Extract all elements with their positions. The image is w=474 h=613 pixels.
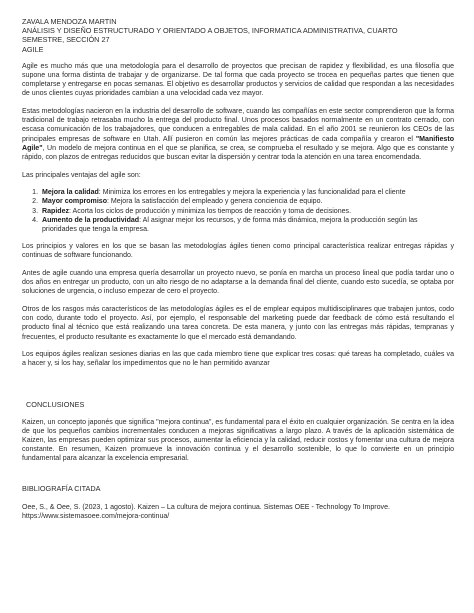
intro-paragraph: Agile es mucho más que una metodología para el desarrollo de proyectos que precisan de rapidez y flexibilidad, es una filosofía que supone una forma distinta de trabajar y de organizarse. De tal forma que cada proyecto se trocea en pequeñas partes que tienen que completarse y entregarse en pocas semanas. El objetivo es desarrollar productos y servicios de calidad que respondan a las necesidades de unos clientes cuyas prioridades cambian a una velocidad cada vez mayor.	[22, 62, 454, 98]
before-agile-paragraph: Antes de agile cuando una empresa quería desarrollar un proyecto nuevo, se ponía en marcha un proceso lineal que podía tardar uno o dos años en entregar un producto, con un alto riesgo de no adaptarse a la demanda final del cliente, cuando esto sucedía, se optaba por soluciones de urgencia, o incluso empezar de cero el proyecto.	[22, 270, 454, 296]
author-name: ZAVALA MENDOZA MARTIN	[22, 17, 117, 26]
advantages-intro: Las principales ventajas del agile son:	[22, 171, 141, 179]
daily-sessions-paragraph: Los equipos ágiles realizan sesiones diarias en las que cada miembro tiene que explicar tres cosas: qué tareas ha completado, cuáles va a hacer y, si los hay, señalar los impedimentos que no le han permitido avanzar	[22, 351, 454, 368]
list-item	[40, 197, 454, 206]
history-paragraph	[22, 107, 454, 162]
advantage-title: Rapidez	[42, 207, 70, 215]
advantage-text: : Al asignar mejor los recursos, y de forma más dinámica, mejora la producción según las prioridades que tenga la empresa.	[42, 216, 418, 233]
course-info: ANÁLISIS Y DISEÑO ESTRUCTURADO Y ORIENTADO A OBJETOS, INFORMATICA ADMINISTRATIVA, CUARTO	[22, 26, 398, 36]
advantage-title: Mayor compromiso	[42, 198, 108, 206]
document-title: AGILE	[22, 44, 44, 54]
list-item	[40, 207, 454, 216]
reference-citation: Oee, S., & Oee, S. (2023, 1 agosto). Kaizen – La cultura de mejora continua. Sistemas OEE - Technology To Improve.	[22, 503, 390, 511]
advantages-list	[22, 188, 454, 234]
document-header	[22, 17, 454, 54]
history-text-b: , Un modelo de mejora continua en el que se planifica, se crea, se comprueba el resultado y se mejora. Algo que es constante y rápido, con plazos de entregas reducidos que buscan evitar la dispersión y centrar toda la atención en una tarea encomendada.	[22, 144, 454, 161]
semester-section: SEMESTRE, SECCIÓN 27	[22, 35, 110, 45]
advantage-text: : Mejora la satisfacción del empleado y genera conciencia de equipo.	[107, 198, 323, 206]
advantage-title: Mejora la calidad	[42, 189, 99, 197]
conclusiones-paragraph: Kaizen, un concepto japonés que significa "mejora continua", es fundamental para el éxito en cualquier organización. Se centra en la idea de que los pequeños cambios incrementales conducen a mejoras significativas a largo plazo. A través de la aplicación sistemática de Kaizen, las empresas pueden optimizar sus procesos, aumentar la eficiencia y la calidad, reducir costos y fomentar una cultura de mejora constante. En resumen, Kaizen promueve la innovación continua y el desarrollo sostenible, lo que lo convierte en un principio fundamental para alcanzar la excelencia empresarial.	[22, 418, 454, 463]
advantage-title: Aumento de la productividad	[42, 216, 140, 224]
bibliografia-heading: BIBLIOGRAFÍA CITADA	[22, 483, 101, 493]
conclusiones-heading: CONCLUSIONES	[26, 399, 85, 409]
advantage-text: : Acorta los ciclos de producción y minimiza los tiempos de reacción y toma de decisiones.	[69, 207, 352, 215]
manifesto-name: "Manifiesto Agile"	[22, 135, 454, 152]
list-item	[40, 216, 454, 234]
history-text-a: Estas metodologías nacieron en la industria del desarrollo de software, cuando las compañías en este sector comprendieron que la forma tradicional de trabajo retrasaba mucho la entrega del producto final. Unos procesos basados normalmente en un contrato cerrado, con escasa comunicación de los trabajadores, que conducen a entregables de mala calidad. En el año 2001 se reunieron los CEOs de las principales empresas de software en Utah. Allí pusieron en común las mejores prácticas de cada compañía y crearon el	[22, 108, 454, 143]
teams-paragraph: Otros de los rasgos más característicos de las metodologías ágiles es el de emplear equipos multidisciplinares que trabajen juntos, codo con codo, durante todo el proyecto. Así, por ejemplo, el responsable del marketing puede dar feedback de cómo está resultando el producto final al técnico que está realizando una tarea concreta. De esta manera, y junto con las entregas más rápidas, tempranas y frecuentes, el producto resultante es exactamente lo que el mercado está demandando.	[22, 306, 454, 341]
principles-paragraph: Los principios y valores en los que se basan las metodologías ágiles tienen como principal característica realizar entregas rápidas y continuas de software funcionando.	[22, 243, 454, 260]
list-item	[40, 188, 454, 197]
reference-url: https://www.sistemasoee.com/mejora-continua/	[22, 512, 170, 520]
advantage-text: : Minimiza los errores en los entregables y mejora la experiencia y las funcionalidad para el cliente	[98, 189, 406, 197]
